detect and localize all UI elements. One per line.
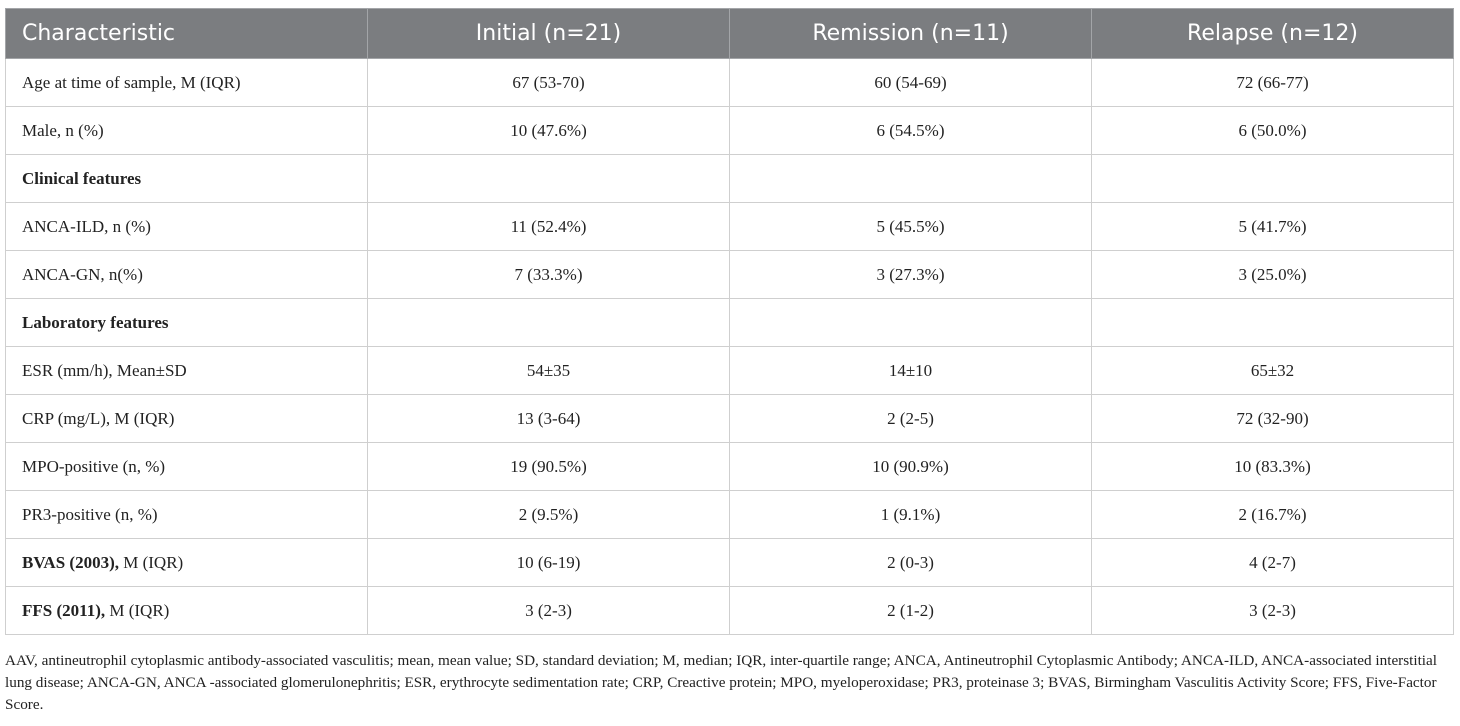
row-label-rest: M (IQR) <box>105 600 170 620</box>
cell-relapse: 6 (50.0%) <box>1092 107 1454 155</box>
row-label: Age at time of sample, M (IQR) <box>6 59 368 107</box>
row-label: ANCA-GN, n(%) <box>6 251 368 299</box>
cell-remission <box>730 299 1092 347</box>
cell-remission: 5 (45.5%) <box>730 203 1092 251</box>
table-row <box>6 203 1454 251</box>
table-row <box>6 587 1454 635</box>
row-label-rest: M (IQR) <box>118 552 184 572</box>
cell-initial: 10 (47.6%) <box>368 107 730 155</box>
row-label: ESR (mm/h), Mean±SD <box>6 347 368 395</box>
cell-initial <box>368 155 730 203</box>
cell-relapse: 5 (41.7%) <box>1092 203 1454 251</box>
table-row <box>6 107 1454 155</box>
cell-initial: 13 (3-64) <box>368 395 730 443</box>
cell-remission: 2 (2-5) <box>730 395 1092 443</box>
row-label-bold: BVAS (2003), <box>22 552 119 572</box>
cell-relapse: 2 (16.7%) <box>1092 491 1454 539</box>
row-label: ANCA-ILD, n (%) <box>6 203 368 251</box>
cell-relapse: 72 (32-90) <box>1092 395 1454 443</box>
cell-relapse <box>1092 299 1454 347</box>
row-label: PR3-positive (n, %) <box>6 491 368 539</box>
cell-remission: 2 (0-3) <box>730 539 1092 587</box>
row-label <box>6 587 368 635</box>
section-row-clinical-features <box>6 155 1454 203</box>
table-row <box>6 59 1454 107</box>
cell-initial: 10 (6-19) <box>368 539 730 587</box>
table-row <box>6 443 1454 491</box>
section-label: Laboratory features <box>6 299 368 347</box>
cell-initial: 7 (33.3%) <box>368 251 730 299</box>
cell-relapse: 65±32 <box>1092 347 1454 395</box>
header-initial: Initial (n=21) <box>368 9 730 59</box>
cell-relapse: 4 (2-7) <box>1092 539 1454 587</box>
cell-initial: 3 (2-3) <box>368 587 730 635</box>
table-row <box>6 347 1454 395</box>
table-footnote: AAV, antineutrophil cytoplasmic antibody-associated vasculitis; mean, mean value; SD, standard deviation; M, median; IQR, inter-quartile range; ANCA, Antineutrophil Cytoplasmic Antibody; ANCA-ILD, ANCA-associated interstitial lung disease; ANCA-GN, ANCA -associated glomerulonephritis; ESR, erythrocyte sedimentation rate; CRP, Creactive protein; MPO, myeloperoxidase; PR3, proteinase 3; BVAS, Birmingham Vasculitis Activity Score; FFS, Five-Factor Score. <box>5 652 1437 713</box>
cell-initial: 54±35 <box>368 347 730 395</box>
cell-initial: 2 (9.5%) <box>368 491 730 539</box>
cell-initial <box>368 299 730 347</box>
row-label: CRP (mg/L), M (IQR) <box>6 395 368 443</box>
cell-relapse: 3 (25.0%) <box>1092 251 1454 299</box>
header-relapse: Relapse (n=12) <box>1092 9 1454 59</box>
cell-relapse: 3 (2-3) <box>1092 587 1454 635</box>
table-header <box>6 9 1454 59</box>
cell-relapse <box>1092 155 1454 203</box>
cell-remission: 6 (54.5%) <box>730 107 1092 155</box>
section-row-laboratory-features <box>6 299 1454 347</box>
table-row <box>6 395 1454 443</box>
cell-relapse: 72 (66-77) <box>1092 59 1454 107</box>
cell-remission: 60 (54-69) <box>730 59 1092 107</box>
cell-initial: 19 (90.5%) <box>368 443 730 491</box>
row-label-bold: FFS (2011), <box>22 600 106 620</box>
cell-remission: 2 (1-2) <box>730 587 1092 635</box>
row-label: MPO-positive (n, %) <box>6 443 368 491</box>
cell-remission <box>730 155 1092 203</box>
row-label <box>6 539 368 587</box>
table-row <box>6 539 1454 587</box>
cell-remission: 3 (27.3%) <box>730 251 1092 299</box>
header-remission: Remission (n=11) <box>730 9 1092 59</box>
table-row <box>6 491 1454 539</box>
header-characteristic: Characteristic <box>6 9 368 59</box>
cell-initial: 67 (53-70) <box>368 59 730 107</box>
header-row <box>6 9 1454 59</box>
cell-remission: 10 (90.9%) <box>730 443 1092 491</box>
row-label: Male, n (%) <box>6 107 368 155</box>
section-label: Clinical features <box>6 155 368 203</box>
cell-remission: 1 (9.1%) <box>730 491 1092 539</box>
table-row <box>6 251 1454 299</box>
cell-initial: 11 (52.4%) <box>368 203 730 251</box>
cell-relapse: 10 (83.3%) <box>1092 443 1454 491</box>
characteristics-table <box>5 8 1454 635</box>
cell-remission: 14±10 <box>730 347 1092 395</box>
characteristics-table-container <box>5 8 1453 635</box>
table-body <box>6 59 1454 635</box>
